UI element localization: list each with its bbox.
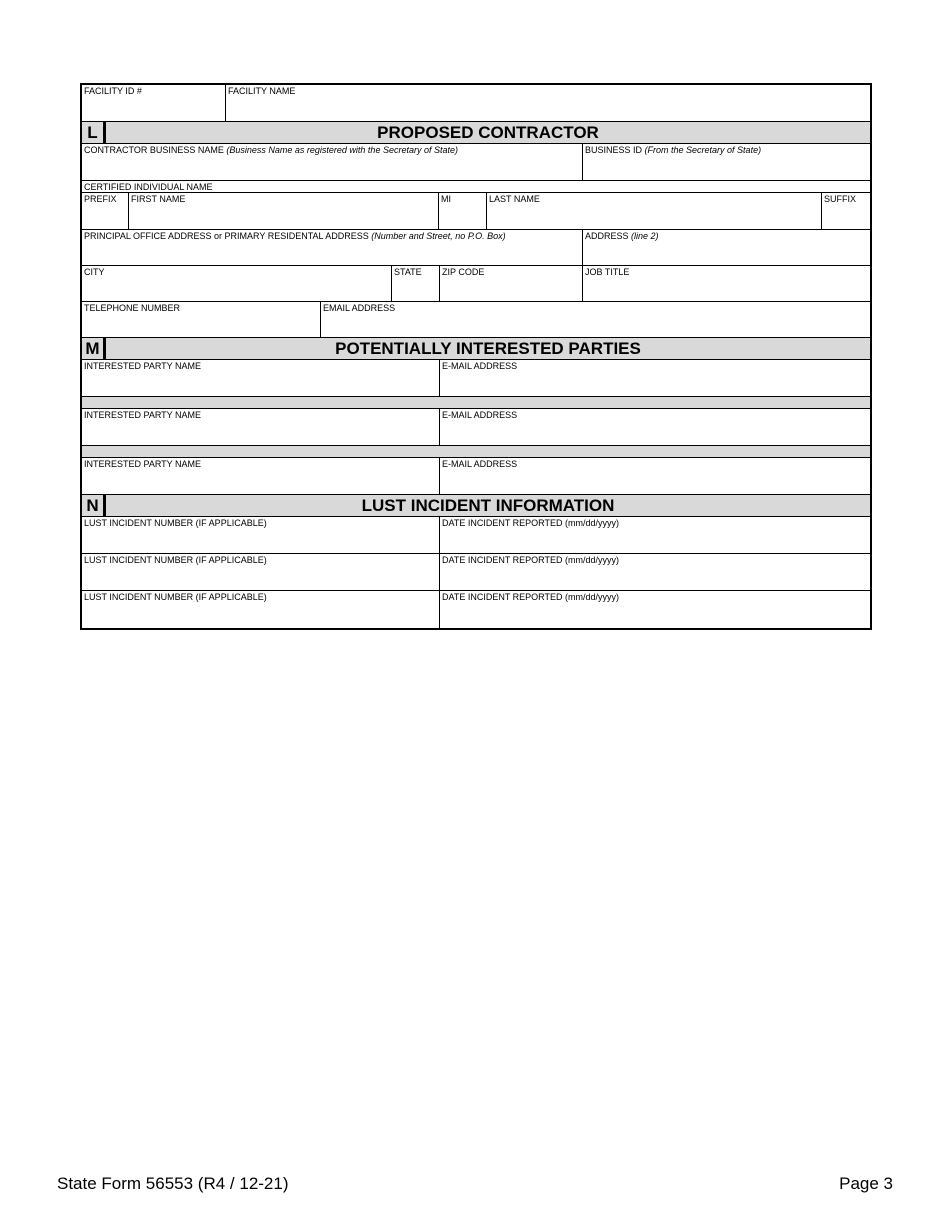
incident-date-cell [440, 517, 870, 553]
party-name-cell [82, 360, 440, 396]
facility-id-input[interactable] [84, 99, 223, 119]
section-l-letter: L [82, 122, 106, 143]
incident-date-label: DATE INCIDENT REPORTED (mm/dd/yyyy) [442, 592, 620, 602]
page-number: Page 3 [839, 1174, 893, 1193]
section-m-header [82, 338, 870, 360]
party-name-cell [82, 409, 440, 445]
incident-row [82, 591, 870, 628]
incident-number-input[interactable] [84, 606, 437, 626]
suffix-cell [822, 193, 870, 229]
incident-number-label: LUST INCIDENT NUMBER (IF APPLICABLE) [84, 555, 267, 565]
party-name-input[interactable] [84, 374, 437, 394]
incident-date-label: DATE INCIDENT REPORTED (mm/dd/yyyy) [442, 518, 620, 528]
incident-date-input[interactable] [442, 568, 868, 588]
party-name-cell [82, 458, 440, 494]
telephone-label: TELEPHONE NUMBER [84, 303, 181, 313]
party-email-label: E-MAIL ADDRESS [442, 459, 518, 469]
party-row [82, 458, 870, 495]
first-name-cell [129, 193, 439, 229]
prefix-label: PREFIX [84, 194, 117, 204]
section-n-letter: N [82, 495, 106, 516]
incident-date-input[interactable] [442, 606, 868, 626]
section-l-header [82, 122, 870, 144]
incident-number-input[interactable] [84, 531, 437, 551]
party-name-label: INTERESTED PARTY NAME [84, 410, 202, 420]
incident-row [82, 554, 870, 591]
incident-date-cell [440, 554, 870, 590]
telephone-row [82, 302, 870, 338]
business-name-input[interactable] [84, 158, 580, 178]
incident-number-label: LUST INCIDENT NUMBER (IF APPLICABLE) [84, 592, 267, 602]
facility-name-cell [226, 85, 870, 121]
address2-label: ADDRESS [585, 231, 629, 241]
suffix-input[interactable] [824, 207, 868, 227]
party-email-cell [440, 409, 870, 445]
business-name-note: (Business Name as registered with the Secretary of State) [226, 145, 458, 155]
city-label: CITY [84, 267, 105, 277]
city-input[interactable] [84, 279, 389, 299]
party-name-input[interactable] [84, 423, 437, 443]
address-cell [82, 230, 583, 265]
prefix-cell [82, 193, 129, 229]
zip-input[interactable] [442, 279, 580, 299]
mi-cell [439, 193, 487, 229]
section-m-title: POTENTIALLY INTERESTED PARTIES [335, 339, 641, 358]
city-row [82, 266, 870, 302]
section-m-letter: M [82, 338, 106, 359]
facility-name-label: FACILITY NAME [228, 86, 296, 96]
incident-number-cell [82, 554, 440, 590]
state-input[interactable] [394, 279, 437, 299]
section-l-title: PROPOSED CONTRACTOR [377, 123, 599, 142]
mi-label: MI [441, 194, 451, 204]
party-email-input[interactable] [442, 472, 868, 492]
name-row [82, 193, 870, 230]
last-name-cell [487, 193, 822, 229]
business-id-label: BUSINESS ID [585, 145, 643, 155]
party-email-input[interactable] [442, 423, 868, 443]
party-email-cell [440, 360, 870, 396]
party-name-label: INTERESTED PARTY NAME [84, 459, 202, 469]
prefix-input[interactable] [84, 207, 126, 227]
form-id: State Form 56553 (R4 / 12-21) [57, 1174, 289, 1193]
business-name-cell [82, 144, 583, 180]
job-title-cell [583, 266, 870, 301]
last-name-label: LAST NAME [489, 194, 540, 204]
form-table [80, 83, 872, 630]
business-id-input[interactable] [585, 158, 868, 178]
state-label: STATE [394, 267, 422, 277]
address2-cell [583, 230, 870, 265]
section-n-header [82, 495, 870, 517]
party-row [82, 360, 870, 397]
incident-date-input[interactable] [442, 531, 868, 551]
job-title-input[interactable] [585, 279, 868, 299]
first-name-label: FIRST NAME [131, 194, 186, 204]
party-row [82, 409, 870, 446]
suffix-label: SUFFIX [824, 194, 857, 204]
city-cell [82, 266, 392, 301]
party-email-label: E-MAIL ADDRESS [442, 410, 518, 420]
incident-date-label: DATE INCIDENT REPORTED (mm/dd/yyyy) [442, 555, 620, 565]
facility-row [82, 85, 870, 122]
email-input[interactable] [323, 315, 868, 335]
incident-number-label: LUST INCIDENT NUMBER (IF APPLICABLE) [84, 518, 267, 528]
party-email-label: E-MAIL ADDRESS [442, 361, 518, 371]
party-separator [82, 397, 870, 409]
address-row [82, 230, 870, 266]
address2-input[interactable] [585, 243, 868, 263]
party-email-cell [440, 458, 870, 494]
facility-id-label: FACILITY ID # [84, 86, 142, 96]
facility-name-input[interactable] [228, 99, 868, 119]
facility-id-cell [82, 85, 226, 121]
party-email-input[interactable] [442, 374, 868, 394]
address2-note: (line 2) [631, 231, 659, 241]
incident-row [82, 517, 870, 554]
party-name-input[interactable] [84, 472, 437, 492]
business-name-label: CONTRACTOR BUSINESS NAME [84, 145, 224, 155]
incident-number-cell [82, 591, 440, 628]
zip-label: ZIP CODE [442, 267, 485, 277]
business-row [82, 144, 870, 181]
party-separator [82, 446, 870, 458]
first-name-input[interactable] [131, 207, 436, 227]
telephone-input[interactable] [84, 315, 318, 335]
address-input[interactable] [84, 243, 580, 263]
section-n-title: LUST INCIDENT INFORMATION [361, 496, 615, 515]
zip-cell [440, 266, 583, 301]
incident-date-cell [440, 591, 870, 628]
job-title-label: JOB TITLE [585, 267, 630, 277]
incident-number-input[interactable] [84, 568, 437, 588]
incident-number-cell [82, 517, 440, 553]
telephone-cell [82, 302, 321, 337]
business-id-note: (From the Secretary of State) [644, 145, 762, 155]
address-note: (Number and Street, no P.O. Box) [371, 231, 506, 241]
email-cell [321, 302, 870, 337]
certified-row [82, 181, 870, 193]
mi-input[interactable] [441, 207, 484, 227]
email-label: EMAIL ADDRESS [323, 303, 396, 313]
last-name-input[interactable] [489, 207, 819, 227]
certified-label: CERTIFIED INDIVIDUAL NAME [84, 182, 213, 192]
business-id-cell [583, 144, 870, 180]
party-name-label: INTERESTED PARTY NAME [84, 361, 202, 371]
address-label: PRINCIPAL OFFICE ADDRESS or PRIMARY RESIDENTAL ADDRESS [84, 231, 369, 241]
state-cell [392, 266, 440, 301]
